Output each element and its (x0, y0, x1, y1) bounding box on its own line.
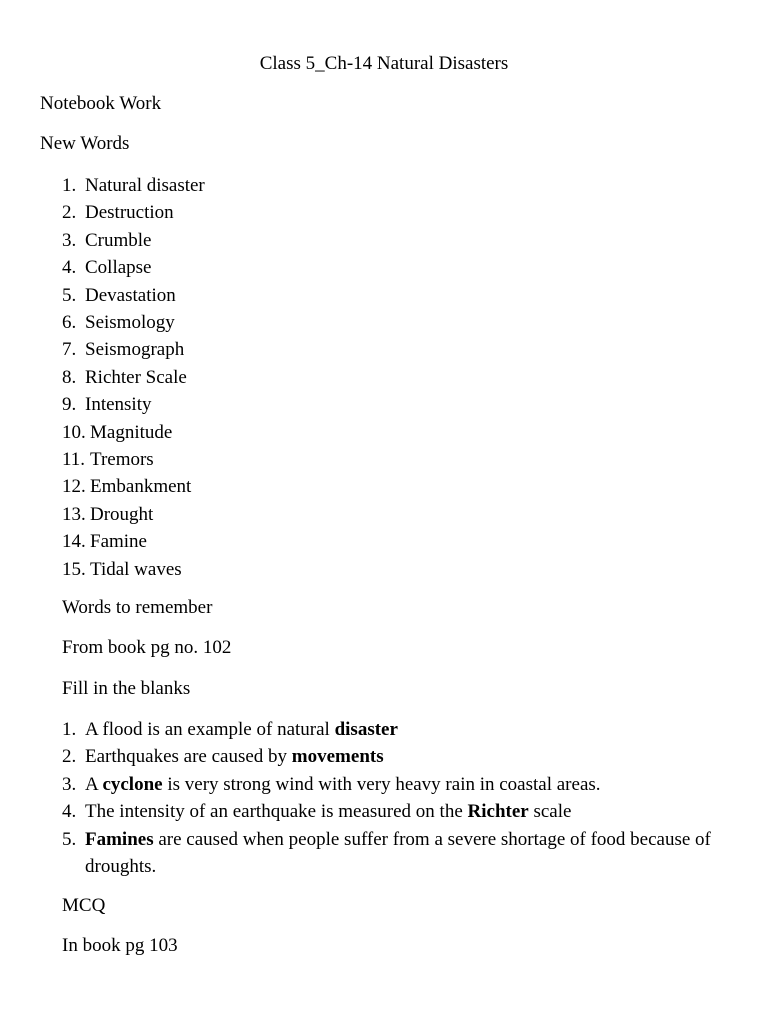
list-item-text: Crumble (85, 229, 152, 251)
list-item-text: Seismology (85, 312, 175, 334)
list-item-text: A flood is an example of natural disaster (85, 719, 398, 740)
fill-blanks-list (0, 716, 730, 880)
list-item (0, 172, 205, 199)
list-item (0, 336, 205, 363)
list-item-text: Natural disaster (85, 175, 205, 196)
list-number: 1. (62, 175, 77, 196)
list-number: 11. (62, 449, 86, 471)
list-item (0, 364, 205, 391)
list-item-text: Seismograph (85, 339, 185, 361)
answer-bold: disaster (334, 719, 398, 740)
list-item (0, 528, 205, 555)
new-words-list (0, 172, 205, 583)
list-number: 4. (62, 801, 77, 823)
new-words-heading: New Words (40, 133, 130, 154)
mcq-heading: MCQ (62, 895, 106, 916)
list-number: 6. (62, 312, 77, 334)
list-item-text: Tremors (90, 449, 154, 471)
list-item (0, 419, 205, 446)
list-number: 3. (62, 773, 77, 795)
list-item-text: Destruction (85, 202, 174, 224)
list-item (0, 826, 730, 881)
list-item (0, 501, 205, 528)
list-item (0, 391, 205, 418)
list-item-text: Richter Scale (85, 366, 187, 388)
mcq-reference: In book pg 103 (62, 935, 178, 956)
list-item-text: Famines are caused when people suffer from a severe shortage of food because of droughts. (85, 828, 711, 878)
list-item (0, 798, 730, 825)
list-item (0, 309, 205, 336)
list-item (0, 227, 205, 254)
list-item-text: Earthquakes are caused by movements (85, 746, 384, 768)
list-item (0, 716, 730, 743)
list-item (0, 254, 205, 281)
list-number: 5. (62, 828, 77, 850)
answer-bold: Famines (85, 828, 154, 850)
list-number: 12. (62, 476, 86, 498)
list-number: 1. (62, 719, 77, 740)
page-title: Class 5_Ch-14 Natural Disasters (259, 53, 509, 74)
list-item (0, 446, 205, 473)
list-item (0, 556, 205, 583)
list-number: 7. (62, 339, 77, 361)
answer-bold: movements (291, 746, 384, 768)
list-number: 4. (62, 257, 77, 279)
list-item (0, 282, 205, 309)
list-number: 13. (62, 503, 86, 525)
list-item-text: Tidal waves (90, 558, 182, 580)
list-item (0, 743, 730, 770)
list-number: 3. (62, 229, 77, 251)
list-item-text: Collapse (85, 257, 152, 279)
list-item-text: Famine (90, 531, 147, 553)
list-item-text: A cyclone is very strong wind with very heavy rain in coastal areas. (85, 773, 601, 795)
answer-bold: cyclone (102, 773, 163, 795)
list-number: 14. (62, 531, 86, 553)
list-item-text: Intensity (85, 394, 152, 416)
answer-bold: Richter (467, 801, 529, 823)
list-number: 5. (62, 284, 77, 306)
list-item-text: Drought (90, 503, 154, 525)
list-item-text: The intensity of an earthquake is measured on the Richter scale (85, 801, 572, 823)
words-reference: From book pg no. 102 (62, 637, 232, 658)
list-item (0, 473, 205, 500)
list-number: 9. (62, 394, 77, 416)
list-number: 10. (62, 421, 86, 443)
list-number: 2. (62, 202, 77, 224)
words-to-remember-heading: Words to remember (62, 597, 213, 618)
list-item-text: Embankment (90, 476, 192, 498)
list-item (0, 199, 205, 226)
list-item-text: Magnitude (90, 421, 173, 443)
list-item (0, 771, 730, 798)
fill-blanks-heading: Fill in the blanks (62, 678, 191, 699)
list-number: 15. (62, 558, 86, 580)
list-number: 2. (62, 746, 77, 768)
list-item-text: Devastation (85, 284, 176, 306)
list-number: 8. (62, 366, 77, 388)
notebook-heading: Notebook Work (40, 93, 162, 114)
